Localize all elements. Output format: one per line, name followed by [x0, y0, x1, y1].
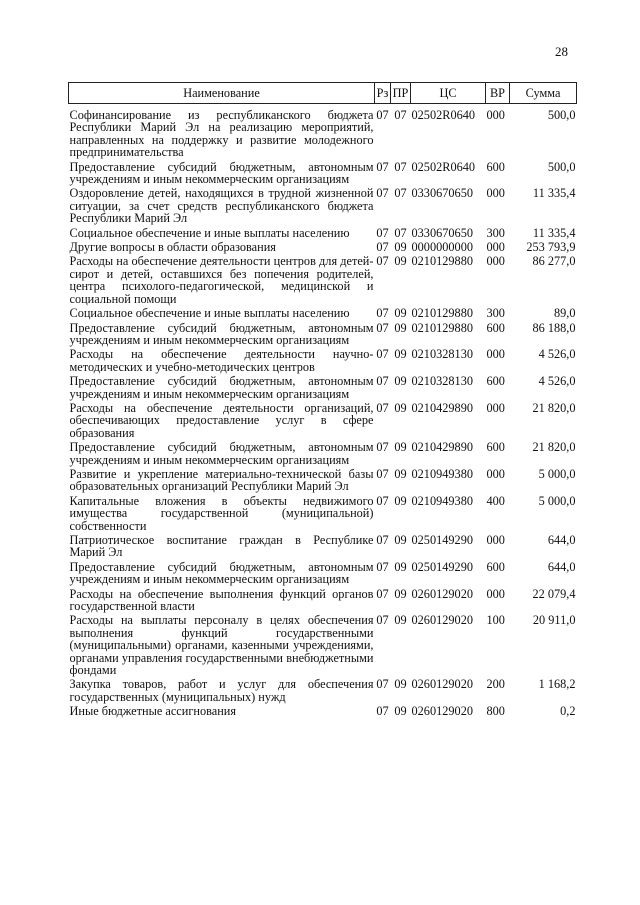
table-row — [69, 441, 577, 468]
cell-cs: 0210129880 — [411, 320, 473, 335]
cell-rz: 07 — [376, 613, 389, 628]
table-row — [69, 495, 577, 534]
cell-vr: 000 — [486, 108, 505, 122]
cell-vr: 600 — [486, 159, 505, 174]
cell-vr: 000 — [486, 533, 505, 547]
cell-cs: 0210129880 — [411, 306, 473, 321]
cell-sum: 89,0 — [553, 306, 576, 321]
cell-sum: 5 000,0 — [538, 493, 576, 508]
cell-rz: 07 — [376, 225, 389, 240]
cell-name: Расходы на обеспечение деятельности центров для детей-сирот и детей, оставшихся без попечения родителей, центра психолого-педагогической, медицинской и социальной помощи — [69, 254, 374, 306]
cell-sum: 86 277,0 — [532, 254, 576, 269]
cell-sum: 4 526,0 — [538, 347, 576, 362]
cell-sum: 5 000,0 — [538, 466, 576, 481]
cell-rz: 07 — [376, 108, 389, 122]
page-number: 28 — [555, 44, 568, 59]
cell-vr: 200 — [486, 677, 505, 692]
cell-name: Социальное обеспечение и иные выплаты населению — [69, 225, 350, 240]
cell-rz: 07 — [376, 559, 389, 574]
cell-cs: 0210129880 — [411, 254, 473, 269]
cell-cs: 02502R0640 — [411, 108, 476, 122]
cell-cs: 0000000000 — [411, 240, 473, 255]
cell-cs: 0260129020 — [411, 613, 473, 628]
table-row — [69, 227, 577, 241]
header-sum: Сумма — [510, 83, 577, 104]
cell-sum: 0,2 — [560, 704, 576, 719]
table-row — [69, 468, 577, 495]
cell-cs: 0260129020 — [411, 586, 473, 601]
table-row — [69, 614, 577, 678]
cell-name: Патриотическое воспитание граждан в Республике Марий Эл — [69, 533, 374, 560]
cell-name: Предоставление субсидий бюджетным, автономным учреждениям и иным некоммерческим организациям — [69, 374, 374, 401]
table-row — [69, 705, 577, 719]
cell-name: Капитальные вложения в объекты недвижимого имущества государственной (муниципальной) собственности — [69, 493, 374, 533]
cell-sum: 86 188,0 — [532, 320, 576, 335]
cell-pr: 09 — [394, 466, 407, 481]
cell-sum: 21 820,0 — [532, 400, 576, 415]
cell-vr: 600 — [486, 559, 505, 574]
cell-name: Предоставление субсидий бюджетным, автономным учреждениям и иным некоммерческим организациям — [69, 159, 374, 187]
cell-cs: 0210429890 — [411, 440, 473, 455]
cell-sum: 644,0 — [547, 559, 576, 574]
cell-pr: 07 — [394, 225, 407, 240]
cell-cs: 0330670650 — [411, 225, 473, 240]
cell-cs: 0210328130 — [411, 347, 473, 362]
cell-pr: 09 — [394, 559, 407, 574]
cell-vr: 000 — [486, 240, 505, 255]
cell-name: Расходы на обеспечение выполнения функций органов государственной власти — [69, 586, 374, 614]
cell-sum: 4 526,0 — [538, 374, 576, 389]
cell-rz: 07 — [376, 347, 389, 362]
cell-rz: 07 — [376, 240, 389, 255]
table-row — [69, 534, 577, 561]
table-row — [69, 187, 577, 226]
cell-sum: 22 079,4 — [532, 586, 576, 601]
cell-name: Предоставление субсидий бюджетным, автономным учреждениям и иным некоммерческим организациям — [69, 440, 374, 467]
cell-name: Софинансирование из республиканского бюджета Республики Марий Эл на реализацию мероприятий, направленных на поддержку и развитие молодежного предпринимательства — [69, 108, 374, 160]
cell-rz: 07 — [376, 677, 389, 692]
cell-pr: 09 — [394, 374, 407, 389]
cell-vr: 000 — [486, 186, 505, 201]
cell-pr: 09 — [394, 440, 407, 455]
cell-pr: 09 — [394, 704, 407, 719]
cell-rz: 07 — [376, 466, 389, 481]
cell-name: Развитие и укрепление материально-технической базы образовательных организаций Республики Марий Эл — [69, 466, 374, 494]
table-row — [69, 678, 577, 705]
cell-pr: 07 — [394, 159, 407, 174]
cell-vr: 000 — [486, 347, 505, 362]
cell-pr: 09 — [394, 586, 407, 601]
cell-rz: 07 — [376, 533, 389, 547]
cell-cs: 0260129020 — [411, 704, 473, 719]
cell-sum: 11 335,4 — [532, 225, 576, 240]
cell-cs: 0260129020 — [411, 677, 473, 692]
cell-name: Оздоровление детей, находящихся в трудной жизненной ситуации, за счет средств республиканского бюджета Республики Марий Эл — [69, 186, 374, 226]
cell-vr: 400 — [486, 493, 505, 508]
table-body — [69, 104, 577, 720]
table-row — [69, 561, 577, 588]
cell-vr: 600 — [486, 320, 505, 335]
cell-vr: 100 — [486, 613, 505, 628]
cell-pr: 09 — [394, 677, 407, 692]
table-header — [69, 83, 577, 104]
cell-pr: 09 — [394, 347, 407, 362]
cell-name: Иные бюджетные ассигнования — [69, 704, 237, 719]
cell-name: Расходы на выплаты персоналу в целях обеспечения выполнения функций государственными (муниципальными) органами, казенными учреждениями, органами управления государственными внебюджетными фондами — [69, 613, 374, 678]
cell-vr: 000 — [486, 254, 505, 269]
cell-pr: 09 — [394, 493, 407, 508]
cell-sum: 1 168,2 — [538, 677, 576, 692]
cell-cs: 0250149290 — [411, 559, 473, 574]
cell-rz: 07 — [376, 704, 389, 719]
cell-rz: 07 — [376, 306, 389, 321]
table-row — [69, 322, 577, 349]
table-row — [69, 307, 577, 321]
cell-vr: 600 — [486, 374, 505, 389]
cell-rz: 07 — [376, 254, 389, 269]
cell-name: Расходы на обеспечение деятельности научно-методических и учебно-методических центров — [69, 347, 374, 374]
cell-sum: 644,0 — [547, 533, 576, 547]
cell-pr: 09 — [394, 533, 407, 547]
cell-pr: 09 — [394, 254, 407, 269]
cell-name: Закупка товаров, работ и услуг для обеспечения государственных (муниципальных) нужд — [69, 677, 374, 704]
cell-cs: 02502R0640 — [411, 159, 476, 174]
cell-rz: 07 — [376, 440, 389, 455]
cell-rz: 07 — [376, 186, 389, 201]
cell-vr: 300 — [486, 225, 505, 240]
cell-rz: 07 — [376, 159, 389, 174]
cell-pr: 07 — [394, 108, 407, 122]
cell-sum: 253 793,9 — [526, 240, 576, 255]
cell-name: Другие вопросы в области образования — [69, 240, 276, 255]
cell-rz: 07 — [376, 493, 389, 508]
header-vr: ВР — [486, 83, 510, 104]
table-row — [69, 588, 577, 615]
table-row — [69, 161, 577, 188]
table-row — [69, 402, 577, 441]
cell-name: Расходы на обеспечение деятельности организаций, обеспечивающих предоставление услуг в сфере образования — [69, 400, 374, 440]
cell-name: Предоставление субсидий бюджетным, автономным учреждениям и иным некоммерческим организациям — [69, 559, 374, 587]
cell-sum: 500,0 — [547, 159, 576, 174]
header-rz: Рз — [375, 83, 391, 104]
cell-vr: 800 — [486, 704, 505, 719]
cell-vr: 600 — [486, 440, 505, 455]
header-pr: ПР — [391, 83, 411, 104]
header-cs: ЦС — [411, 83, 486, 104]
header-name: Наименование — [69, 83, 375, 104]
table-row — [69, 255, 577, 307]
table-row — [69, 241, 577, 255]
cell-pr: 09 — [394, 400, 407, 415]
cell-rz: 07 — [376, 320, 389, 335]
table-row — [69, 104, 577, 161]
cell-sum: 500,0 — [547, 108, 576, 122]
cell-cs: 0210949380 — [411, 466, 473, 481]
cell-vr: 300 — [486, 306, 505, 321]
cell-vr: 000 — [486, 400, 505, 415]
cell-name: Социальное обеспечение и иные выплаты населению — [69, 306, 350, 321]
budget-table — [68, 82, 577, 720]
cell-pr: 09 — [394, 306, 407, 321]
cell-cs: 0210949380 — [411, 493, 473, 508]
cell-vr: 000 — [486, 466, 505, 481]
cell-vr: 000 — [486, 586, 505, 601]
cell-sum: 11 335,4 — [532, 186, 576, 201]
cell-cs: 0210429890 — [411, 400, 473, 415]
cell-cs: 0210328130 — [411, 374, 473, 389]
cell-sum: 20 911,0 — [532, 613, 576, 628]
cell-pr: 09 — [394, 613, 407, 628]
cell-cs: 0250149290 — [411, 533, 473, 547]
cell-pr: 09 — [394, 240, 407, 255]
table-row — [69, 375, 577, 402]
cell-cs: 0330670650 — [411, 186, 473, 201]
cell-sum: 21 820,0 — [532, 440, 576, 455]
cell-rz: 07 — [376, 586, 389, 601]
cell-rz: 07 — [376, 374, 389, 389]
cell-pr: 07 — [394, 186, 407, 201]
cell-pr: 09 — [394, 320, 407, 335]
cell-name: Предоставление субсидий бюджетным, автономным учреждениям и иным некоммерческим организациям — [69, 320, 374, 347]
table-row — [69, 348, 577, 375]
cell-rz: 07 — [376, 400, 389, 415]
